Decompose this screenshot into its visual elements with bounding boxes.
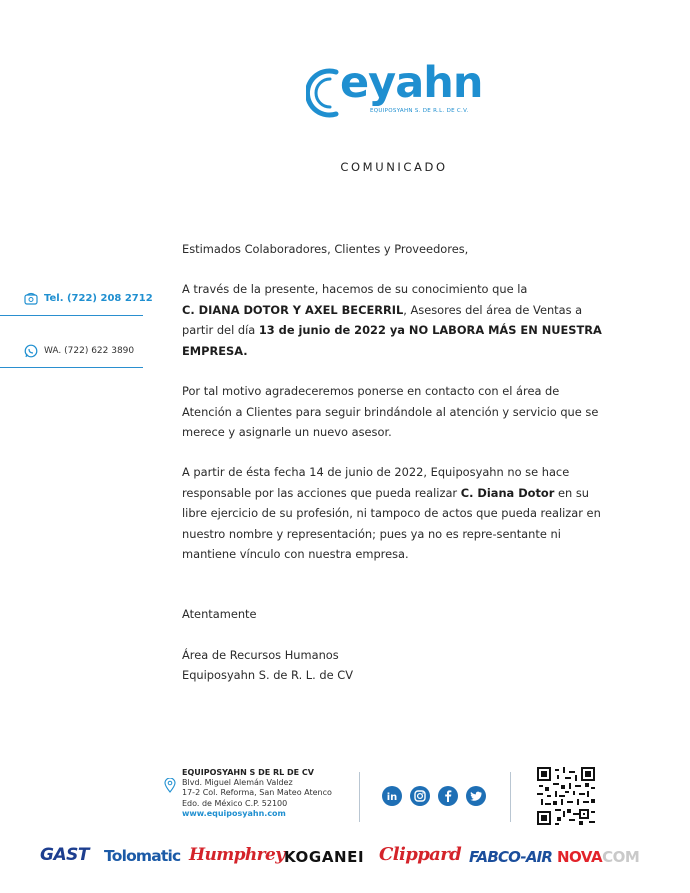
divider	[0, 367, 143, 368]
address-line-3: Edo. de México C.P. 52100	[182, 798, 288, 808]
announcement-middle: , Asesores del área de Ventas a partir del día	[182, 302, 583, 337]
signature-company: Equiposyahn S. de R. L. de CV	[182, 668, 353, 682]
address-line-2: 17-2 Col. Reforma, San Mateo Atenco	[182, 788, 332, 798]
footer-divider	[359, 772, 360, 822]
whatsapp-number: WA. (722) 622 3890	[44, 346, 135, 356]
logo-wordmark: eyahn	[340, 58, 483, 108]
brand-logo-humphrey: Humphrey	[189, 845, 285, 865]
disclaimer-start: A partir de ésta fecha 14 de junio de 2022, Equiposyahn no se hace responsable por las acciones que pueda realizar	[182, 465, 570, 500]
paragraph-disclaimer	[182, 462, 612, 565]
brand-logo-koganei: KOGANEI	[284, 848, 365, 866]
svg-text:in: in	[386, 792, 398, 803]
divider	[0, 315, 143, 316]
brand-logo-novacom	[557, 848, 639, 866]
logo-subtitle: EQUIPOSYAHN S. DE R.L. DE C.V.	[370, 108, 469, 114]
phone-contact	[0, 284, 153, 316]
company-address-block	[182, 768, 332, 819]
phone-icon	[24, 292, 38, 306]
termination-date-statement: 13 de junio de 2022 ya NO LABORA MÁS EN NUESTRA EMPRESA.	[182, 323, 602, 358]
location-pin-icon	[164, 778, 176, 793]
footer-divider	[510, 772, 511, 822]
address-line-1: Blvd. Miguel Alemán Valdez	[182, 778, 293, 788]
disclaimer-end: en su libre ejercicio de su profesión, ni tampoco de actos que pueda realizar en nuestro nombre y representación; pues ya no es repre-sentante ni mantiene vínculo con nuestra empresa.	[182, 485, 601, 561]
website-link[interactable]: www.equiposyahn.com	[182, 808, 286, 818]
former-employee-names: C. DIANA DOTOR Y AXEL BECERRIL	[182, 302, 404, 317]
brand-nova-part: NOVA	[557, 848, 603, 866]
paragraph-contact-instructions: Por tal motivo agradeceremos ponerse en contacto con el área de Atención a Clientes para seguir brindándole al atención y servicio que se merece y asignarle un nuevo asesor.	[182, 384, 599, 439]
instagram-icon[interactable]	[410, 786, 430, 806]
paragraph-announcement	[182, 279, 612, 361]
announcement-intro: A través de la presente, hacemos de su conocimiento que la	[182, 282, 528, 296]
company-name: EQUIPOSYAHN S DE RL DE CV	[182, 768, 314, 777]
brand-com-part: COM	[602, 848, 640, 866]
brand-logo-gast: GAST	[40, 845, 89, 865]
brand-logo-tolomatic: Tolomatic	[104, 847, 181, 865]
whatsapp-icon	[24, 344, 38, 358]
brand-logo-fabco-air: FABCO-AIR	[469, 848, 553, 866]
qr-code[interactable]	[537, 767, 595, 825]
greeting: Estimados Colaboradores, Clientes y Proveedores,	[182, 242, 469, 256]
document-title: COMUNICADO	[340, 160, 448, 174]
twitter-icon[interactable]	[466, 786, 486, 806]
closing: Atentamente	[182, 607, 257, 621]
whatsapp-contact	[0, 336, 143, 368]
facebook-icon[interactable]	[438, 786, 458, 806]
phone-number: Tel. (722) 208 2712	[44, 293, 153, 304]
signature-department: Área de Recursos Humanos	[182, 648, 339, 662]
disclaimer-name: C. Diana Dotor	[460, 485, 555, 500]
brand-logo-clippard: Clippard	[379, 844, 462, 865]
linkedin-icon[interactable]	[382, 786, 402, 806]
